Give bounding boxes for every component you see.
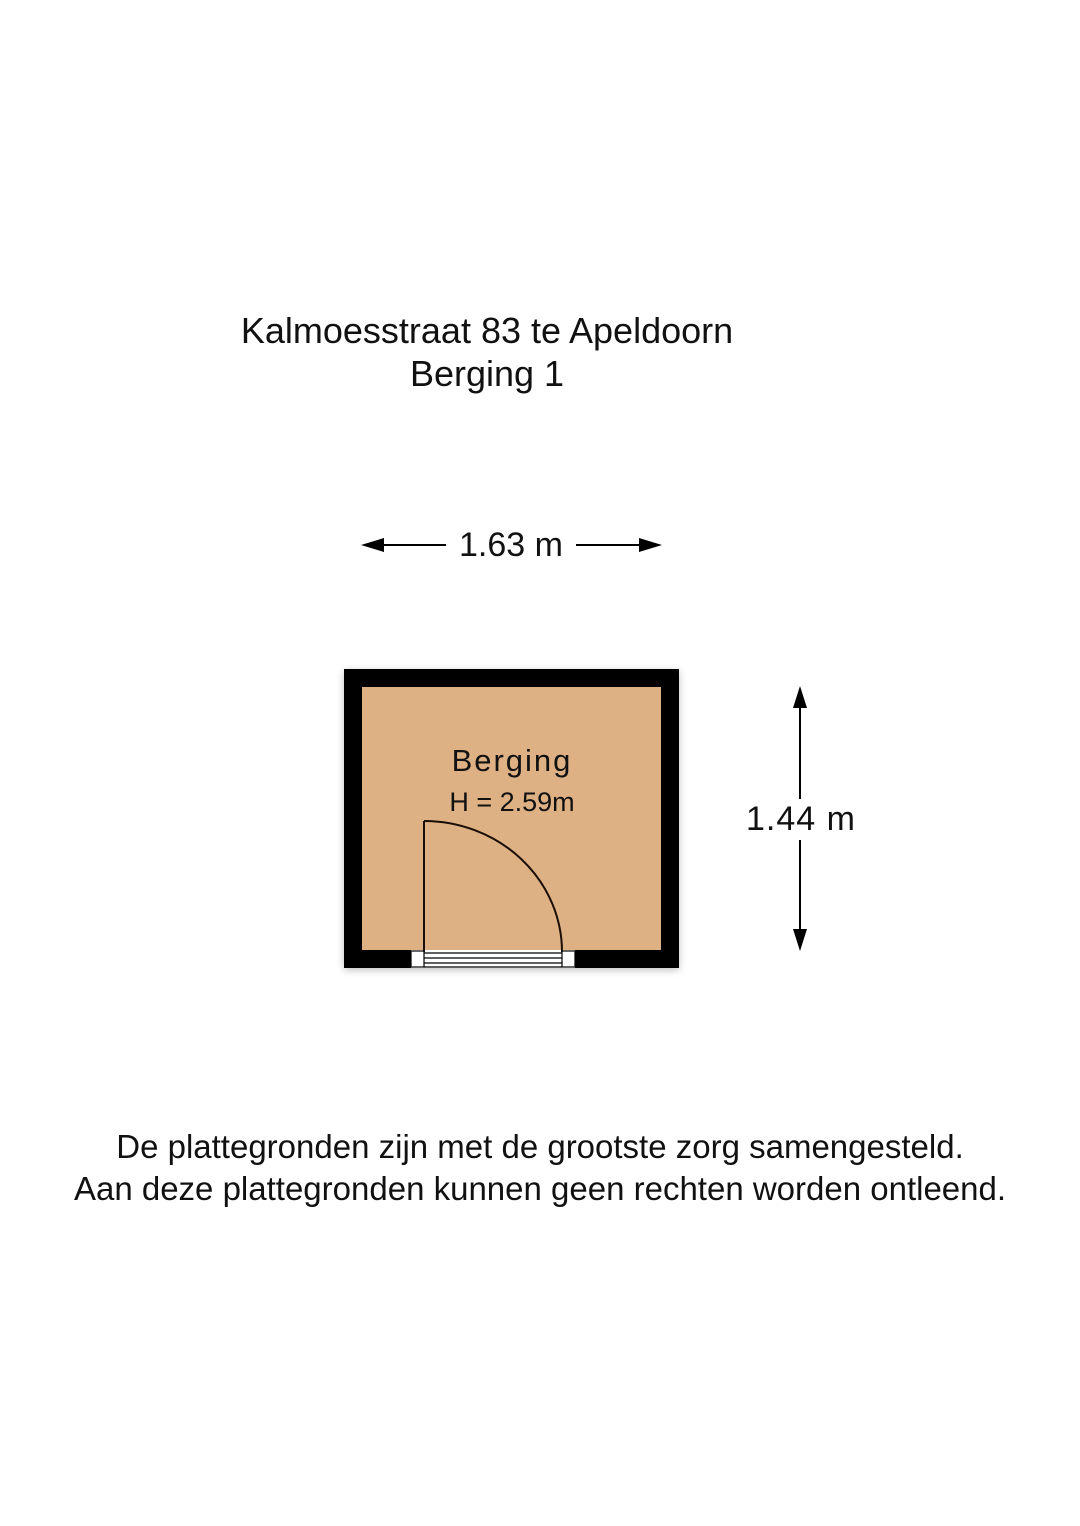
arrow-down-icon [793,929,807,951]
arrow-right-icon [639,538,662,552]
room-ceiling-height-label: H = 2.59m [449,787,575,817]
floor-subtitle: Berging 1 [409,353,565,394]
disclaimer-line-2: Aan deze plattegronden kunnen geen rechten worden ontleend. [73,1170,1007,1207]
height-dimension-label: 1.44 m [744,799,858,839]
width-dimension-label: 1.63 m [450,525,572,565]
arrow-left-icon [361,538,384,552]
address-title: Kalmoesstraat 83 te Apeldoorn [240,310,734,351]
door-jamb-left [411,951,424,967]
disclaimer [0,1126,1080,1210]
disclaimer-line-1: De plattegronden zijn met de grootste zorg samengesteld. [116,1128,964,1165]
arrow-up-icon [793,686,807,708]
room-name-label: Berging [451,743,573,778]
door-jamb-right [562,951,575,967]
